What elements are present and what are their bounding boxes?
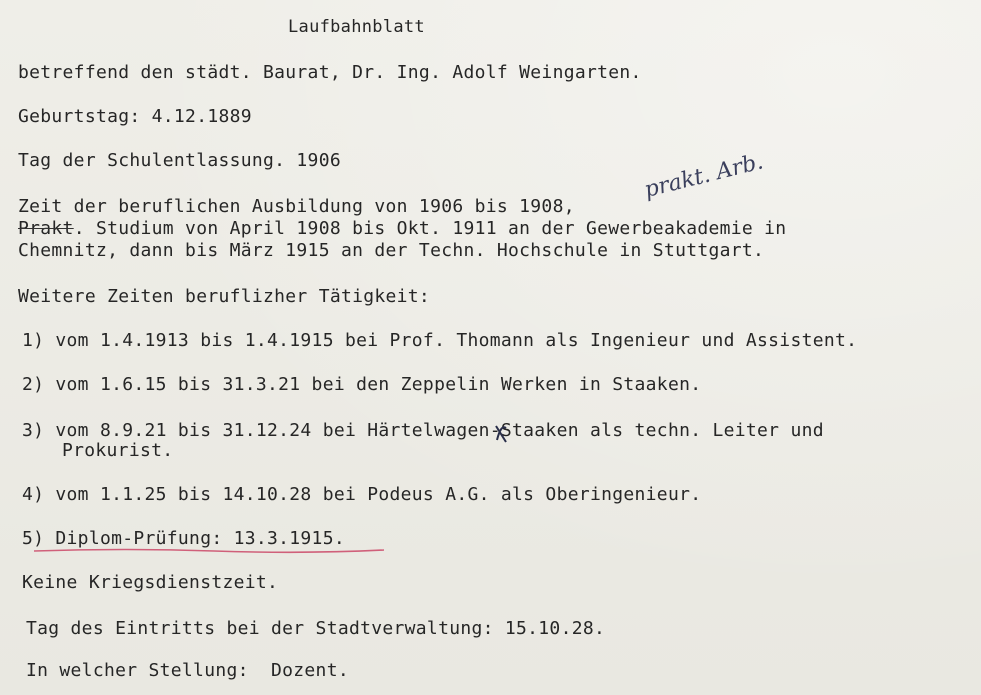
- subject-line: betreffend den städt. Baurat, Dr. Ing. Adolf Weingarten.: [18, 62, 642, 83]
- activity-item-1: 1) vom 1.4.1913 bis 1.4.1915 bei Prof. Thomann als Ingenieur und Assistent.: [22, 330, 858, 351]
- activity-item-4: 4) vom 1.1.25 bis 14.10.28 bei Podeus A.G. als Oberingenieur.: [22, 484, 702, 505]
- red-underline-mark: [34, 548, 384, 554]
- training-line-2: [18, 218, 786, 240]
- activity-item-5: 5) Diplom-Prüfung: 13.3.1915.: [22, 528, 345, 549]
- ink-correction-mark: [494, 422, 508, 446]
- handwritten-annotation: prakt. Arb.: [641, 149, 766, 203]
- further-activity-heading: Weitere Zeiten beruflizher Tätigkeit:: [18, 286, 431, 307]
- entry-date-line: Tag des Eintritts bei der Stadtverwaltung: 15.10.28.: [26, 618, 606, 639]
- activity-item-3-continuation: Prokurist.: [62, 440, 174, 461]
- activity-item-3: 3) vom 8.9.21 bis 31.12.24 bei Härtelwagen-Staaken als techn. Leiter und: [22, 420, 824, 441]
- birthday-line: Geburtstag: 4.12.1889: [18, 106, 252, 127]
- activity-item-2: 2) vom 1.6.15 bis 31.3.21 bei den Zeppelin Werken in Staaken.: [22, 374, 702, 395]
- document-title: Laufbahnblatt: [288, 17, 425, 37]
- position-line: In welcher Stellung: Dozent.: [26, 660, 349, 681]
- struck-word: Prakt: [18, 218, 74, 239]
- training-line-3: Chemnitz, dann bis März 1915 an der Techn. Hochschule in Stuttgart.: [18, 240, 765, 261]
- training-line-1: Zeit der beruflichen Ausbildung von 1906 bis 1908,: [18, 196, 575, 217]
- no-military-line: Keine Kriegsdienstzeit.: [22, 572, 279, 593]
- training-line-2-rest: . Studium von April 1908 bis Okt. 1911 an der Gewerbeakademie in: [73, 218, 787, 239]
- school-leaving-line: Tag der Schulentlassung. 1906: [18, 150, 341, 171]
